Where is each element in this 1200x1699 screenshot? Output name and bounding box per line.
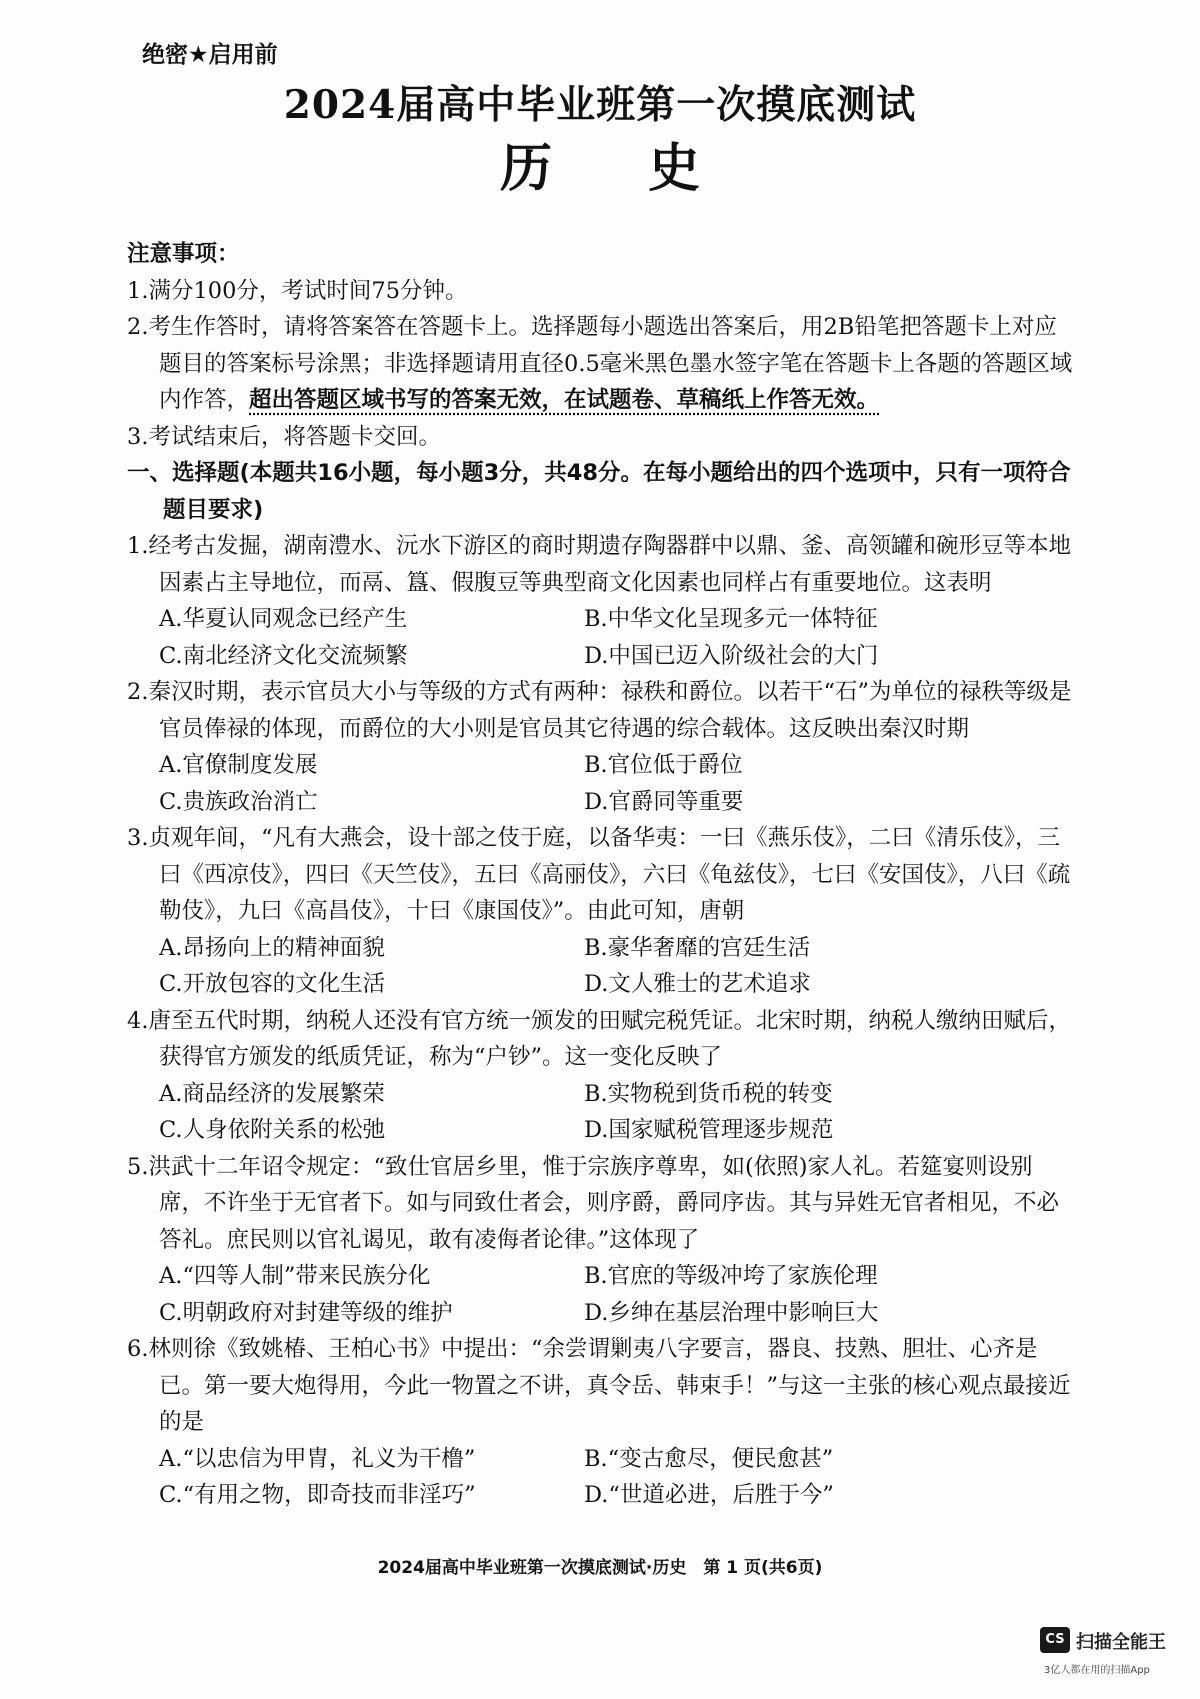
option-c: C.开放包容的文化生活 bbox=[159, 971, 386, 997]
note-item-3: 3.考试结束后，将答题卡交回。 bbox=[127, 423, 441, 450]
subject-title: 历史 bbox=[499, 138, 796, 199]
question-options bbox=[127, 1441, 1077, 1514]
question-stem: 6.林则徐《致姚椿、王柏心书》中提出：“余尝谓剿夷八字要言，器良、技熟、胆壮、心齐是已。第一要大炮得用，今此一物置之不讲，真令岳、韩束手！”与这一主张的核心观点最接近的是 bbox=[127, 1336, 1071, 1435]
question-5 bbox=[127, 1149, 1077, 1332]
option-c: C.南北经济文化交流频繁 bbox=[159, 642, 408, 669]
option-d: D.乡绅在基层治理中影响巨大 bbox=[584, 1299, 879, 1326]
question-stem: 3.贞观年间，“凡有大燕会，设十部之伎于庭，以备华夷：一曰《燕乐伎》，二曰《清乐伎》，三曰《西凉伎》，四曰《天竺伎》，五曰《高丽伎》，六曰《龟兹伎》，七曰《安国伎》，八曰《疏勒伎》，九曰《高昌伎》，十曰《康国伎》”。由此可知，唐朝 bbox=[127, 825, 1071, 924]
question-stem: 4.唐至五代时期，纳税人还没有官方统一颁发的田赋完税凭证。北宋时期，纳税人缴纳田赋后，获得官方颁发的纸质凭证，称为“户钞”。这一变化反映了 bbox=[127, 1007, 1071, 1070]
question-options bbox=[127, 601, 1077, 674]
option-a: A.官僚制度发展 bbox=[159, 752, 318, 778]
question-stem: 5.洪武十二年诏令规定：“致仕官居乡里，惟于宗族序尊卑，如(依照)家人礼。若筵宴则设别席，不许坐于无官者下。如与同致仕者会，则序爵，爵同序齿。其与异姓无官者相见，不必答礼。庶民则以官礼谒见，敢有凌侮者论律。”这体现了 bbox=[127, 1153, 1060, 1253]
note-item-1: 1.满分100分，考试时间75分钟。 bbox=[127, 277, 468, 304]
watermark-app-name: 扫描全能王 bbox=[1076, 1632, 1166, 1653]
option-c: C.“有用之物，即奇技而非淫巧” bbox=[159, 1482, 476, 1508]
notes-heading: 注意事项： bbox=[127, 241, 240, 267]
question-options bbox=[127, 747, 1077, 820]
question-4 bbox=[127, 1003, 1077, 1149]
option-a: A.华夏认同观念已经产生 bbox=[159, 606, 408, 632]
note-item-2 bbox=[127, 309, 1077, 419]
option-d: D.中国已迈入阶级社会的大门 bbox=[584, 642, 879, 669]
option-c: C.贵族政治消亡 bbox=[159, 788, 318, 815]
section-title: 一、选择题(本题共16小题，每小题3分，共48分。在每小题给出的四个选项中，只有一项符合题目要求) bbox=[127, 460, 1071, 523]
exam-content bbox=[127, 236, 1077, 1514]
question-1 bbox=[127, 528, 1077, 674]
question-stem: 1.经考古发掘，湖南澧水、沅水下游区的商时期遗存陶器群中以鼎、釜、高领罐和碗形豆等本地因素占主导地位，而鬲、簋、假腹豆等典型商文化因素也同样占有重要地位。这表明 bbox=[127, 533, 1071, 596]
page-footer: 2024届高中毕业班第一次摸底测试·历史 第 1 页(共6页) bbox=[377, 1558, 823, 1578]
option-b: B.“变古愈尽，便民愈甚” bbox=[584, 1445, 834, 1472]
question-options bbox=[127, 930, 1077, 1003]
option-b: B.中华文化呈现多元一体特征 bbox=[584, 606, 878, 632]
option-b: B.官庶的等级冲垮了家族伦理 bbox=[584, 1263, 878, 1289]
option-d: D.“世道必进，后胜于今” bbox=[584, 1482, 834, 1508]
option-c: C.人身依附关系的松弛 bbox=[159, 1117, 386, 1143]
option-c: C.明朝政府对封建等级的维护 bbox=[159, 1299, 453, 1326]
option-d: D.文人雅士的艺术追求 bbox=[584, 971, 811, 997]
option-a: A.“四等人制”带来民族分化 bbox=[159, 1263, 431, 1289]
option-b: B.实物税到货币税的转变 bbox=[584, 1080, 833, 1107]
option-b: B.豪华奢靡的宫廷生活 bbox=[584, 934, 811, 961]
option-d: D.官爵同等重要 bbox=[584, 788, 744, 815]
confidential-mark: 绝密★启用前 bbox=[142, 42, 278, 68]
note-item-2-text: 2.考生作答时，请将答案答在答题卡上。选择题每小题选出答案后，用2B铅笔把答题卡上对应题目的答案标号涂黑；非选择题请用直径0.5毫米黑色墨水签字笔在答题卡上各题的答题区域内作答， bbox=[127, 314, 1073, 413]
option-d: D.国家赋税管理逐步规范 bbox=[584, 1117, 834, 1143]
note-item-2-emphasis: 超出答题区域书写的答案无效，在试题卷、草稿纸上作答无效。 bbox=[249, 387, 880, 413]
exam-title: 2024届高中毕业班第一次摸底测试 bbox=[283, 82, 917, 128]
question-stem: 2.秦汉时期，表示官员大小与等级的方式有两种：禄秩和爵位。以若干“石”为单位的禄秩等级是官员俸禄的体现，而爵位的大小则是官员其它待遇的综合载体。这反映出秦汉时期 bbox=[127, 679, 1072, 742]
scanner-watermark bbox=[1040, 1627, 1190, 1687]
question-6 bbox=[127, 1331, 1077, 1514]
option-b: B.官位低于爵位 bbox=[584, 752, 743, 778]
camscanner-logo-icon: CS bbox=[1040, 1627, 1070, 1653]
question-options bbox=[127, 1076, 1077, 1149]
question-2 bbox=[127, 674, 1077, 820]
watermark-tagline: 3亿人都在用的扫描App bbox=[1044, 1665, 1150, 1676]
question-3 bbox=[127, 820, 1077, 1003]
option-a: A.昂扬向上的精神面貌 bbox=[159, 934, 385, 961]
option-a: A.商品经济的发展繁荣 bbox=[159, 1080, 385, 1107]
question-options bbox=[127, 1258, 1077, 1331]
option-a: A.“以忠信为甲胄，礼义为干橹” bbox=[159, 1445, 476, 1472]
